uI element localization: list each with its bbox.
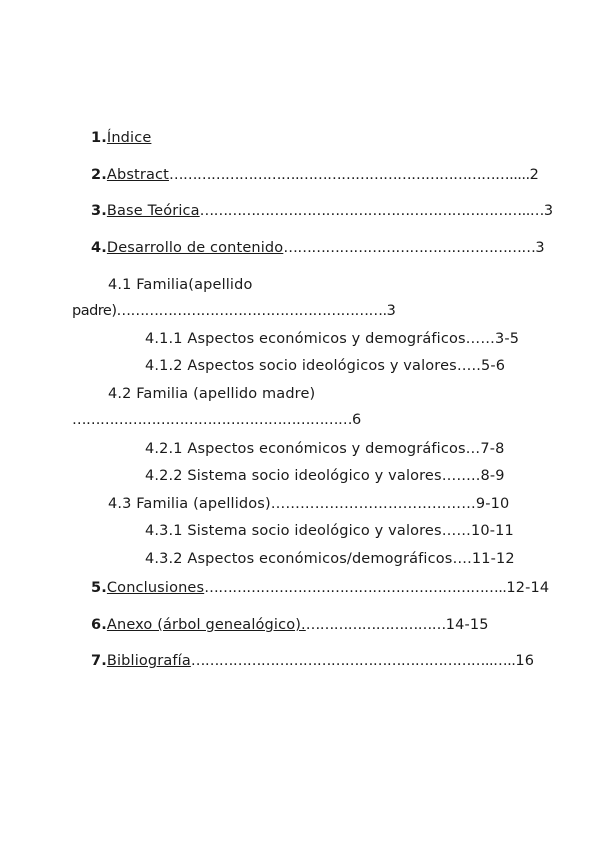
toc-subentry-4-3: 4.3 Familia (apellidos)……………………………………9-10 <box>108 496 510 512</box>
toc-number: 2. <box>91 167 107 183</box>
toc-number: 7. <box>91 653 107 669</box>
toc-page-number: 12-14 <box>506 580 550 596</box>
toc-label[interactable]: Desarrollo de contenido <box>106 240 284 256</box>
toc-subentry-4-3-1: 4.3.1 Sistema socio ideológico y valores……10-11 <box>145 523 514 539</box>
toc-entry-abstract[interactable] <box>91 166 539 184</box>
toc-page-number: 3 <box>535 240 545 256</box>
toc-subentry-4-2-2: 4.2.2 Sistema socio ideológico y valores……..8-9 <box>145 468 505 484</box>
toc-subentry-4-3-2: 4.3.2 Aspectos económicos/demográficos….11-12 <box>145 551 515 567</box>
toc-entry-bibliografia[interactable] <box>91 652 534 670</box>
toc-leader-dots: ……………………………………………… <box>283 240 536 256</box>
toc-entry-desarrollo[interactable] <box>91 239 545 257</box>
toc-number: 1. <box>91 130 107 146</box>
toc-subentry-4-2-line2: ……………………………………………………6 <box>72 412 361 428</box>
toc-entry-anexo[interactable] <box>91 616 489 634</box>
toc-page-number: 16 <box>515 653 535 669</box>
toc-label[interactable]: Bibliografía <box>106 653 191 669</box>
toc-entry-base-teorica[interactable] <box>91 202 553 220</box>
toc-label[interactable]: Base Teórica <box>106 203 200 219</box>
toc-entry-conclusiones[interactable] <box>91 579 549 597</box>
toc-leader-dots: ………………………………………………………..….. <box>190 653 516 669</box>
toc-leader-dots: ………………………… <box>305 617 446 633</box>
toc-page-number: 3 <box>543 203 554 219</box>
toc-subentry-4-2-1: 4.2.1 Aspectos económicos y demográficos…7-8 <box>145 441 505 457</box>
toc-page-number: 2 <box>529 167 540 183</box>
toc-subentry-4-2-line1: 4.2 Familia (apellido madre) <box>108 386 316 402</box>
toc-number: 4. <box>91 240 107 256</box>
toc-number: 3. <box>91 203 107 219</box>
toc-number: 5. <box>91 580 107 596</box>
toc-entry-indice[interactable] <box>91 129 151 147</box>
toc-subentry-4-1-line2: padre)………………………………………………….3 <box>72 303 396 319</box>
toc-label[interactable]: Anexo (árbol genealógico). <box>106 617 306 633</box>
toc-subentry-4-1-1: 4.1.1 Aspectos económicos y demográficos……3-5 <box>145 331 520 347</box>
toc-label[interactable]: Índice <box>106 130 152 146</box>
toc-subentry-4-1-line1: 4.1 Familia(apellido <box>108 277 253 293</box>
toc-page-number: 14-15 <box>445 617 489 633</box>
toc-label[interactable]: Abstract <box>106 167 169 183</box>
toc-leader-dots: ……………………….………………………………………..... <box>168 167 530 183</box>
toc-leader-dots: ……………………………………………………………..… <box>199 203 544 219</box>
toc-number: 6. <box>91 617 107 633</box>
toc-label[interactable]: Conclusiones <box>106 580 205 596</box>
toc-subentry-4-1-2: 4.1.2 Aspectos socio ideológicos y valores…..5-6 <box>145 358 506 374</box>
toc-leader-dots: ……………………………………………………….. <box>204 580 507 596</box>
